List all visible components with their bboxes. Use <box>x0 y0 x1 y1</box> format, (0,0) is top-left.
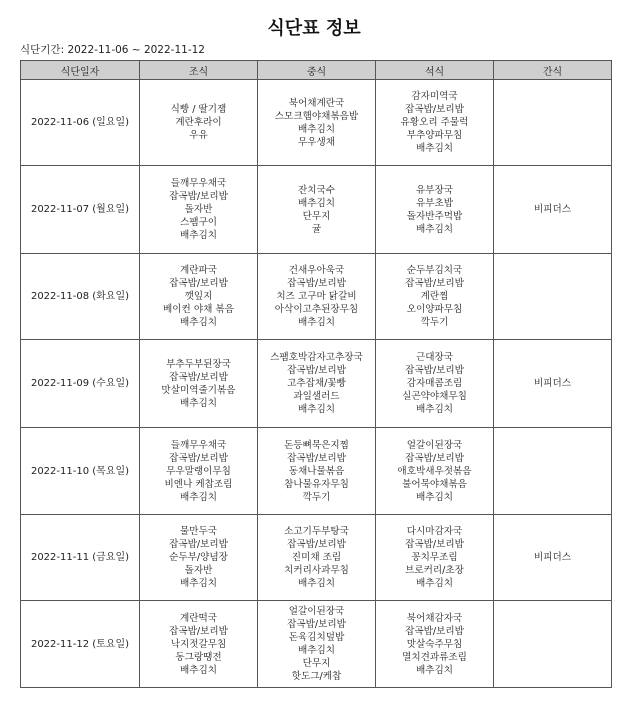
menu-item: 배추김치 <box>297 317 336 328</box>
menu-cell-breakfast <box>140 601 258 688</box>
menu-item: 잡곡밥/보리밥 <box>169 371 228 383</box>
menu-cell-lunch <box>258 254 376 340</box>
menu-cell-snack <box>494 515 612 601</box>
table-row <box>21 428 612 515</box>
table-row <box>21 166 612 254</box>
menu-cell-breakfast <box>140 340 258 428</box>
menu-cell-snack <box>494 601 612 688</box>
menu-item: 배추김치 <box>415 404 454 415</box>
menu-item: 배추김치 <box>297 197 336 209</box>
menu-item: 애호박새우젓볶음 <box>397 465 472 477</box>
menu-item: 배추김치 <box>415 143 454 154</box>
menu-item: 실곤약야채무침 <box>402 391 467 402</box>
table-row <box>21 254 612 340</box>
menu-item: 잡곡밥/보리밥 <box>287 365 346 376</box>
menu-item: 잡곡밥/보리밥 <box>169 278 228 289</box>
menu-item: 근대장국 <box>415 352 454 363</box>
menu-date: 2022-11-12 (토요일) <box>21 601 140 688</box>
menu-item: 잡곡밥/보리밥 <box>405 104 464 115</box>
menu-item: 오이양파무침 <box>406 304 463 315</box>
menu-item: 돈육김치덮밥 <box>288 632 345 643</box>
menu-item: 북어채감자국 <box>406 612 463 624</box>
menu-date: 2022-11-10 (목요일) <box>21 428 140 515</box>
menu-item: 낙지젓갈무침 <box>170 638 227 650</box>
menu-item: 북어채계란국 <box>288 97 345 109</box>
menu-item: 배추김치 <box>415 491 454 503</box>
menu-item: 불어묵야채볶음 <box>402 478 467 490</box>
menu-table <box>20 60 612 688</box>
menu-cell-lunch <box>258 515 376 601</box>
menu-item: 비피더스 <box>533 204 572 215</box>
menu-item: 잡곡밥/보리밥 <box>405 452 464 464</box>
menu-item: 잡곡밥/보리밥 <box>169 452 228 464</box>
header-date: 식단일자 <box>21 61 140 80</box>
menu-item: 배추김치 <box>297 578 336 589</box>
menu-cell-lunch <box>258 166 376 254</box>
menu-item: 비피더스 <box>533 378 572 389</box>
menu-item: 진미채 조림 <box>291 552 342 563</box>
menu-item: 잡곡밥/보리밥 <box>287 619 346 630</box>
menu-date: 2022-11-06 (일요일) <box>21 80 140 166</box>
menu-item: 무우말랭이무침 <box>166 465 231 477</box>
menu-item: 잔치국수 <box>297 184 336 196</box>
menu-item: 배추김치 <box>297 404 336 415</box>
menu-item: 배추김치 <box>179 491 218 503</box>
menu-item: 배추김치 <box>415 223 454 235</box>
menu-item: 단무지 <box>302 658 331 669</box>
menu-item: 참나물유자무침 <box>284 478 349 490</box>
menu-item: 치커리사과무침 <box>284 565 349 576</box>
header-breakfast: 조식 <box>140 61 258 80</box>
menu-item: 배추김치 <box>179 397 218 409</box>
table-body <box>21 80 612 688</box>
menu-item: 동그랑땡전 <box>175 651 222 663</box>
menu-item: 돌자반 <box>184 565 213 576</box>
menu-item: 배추김치 <box>297 645 336 656</box>
menu-period: 식단기간: 2022-11-06 ~ 2022-11-12 <box>20 44 205 56</box>
menu-item: 비엔나 케찹조림 <box>164 478 233 490</box>
menu-item: 배추김치 <box>179 230 218 241</box>
menu-cell-snack <box>494 166 612 254</box>
menu-item: 돈등뼈묵은지찜 <box>284 439 349 451</box>
menu-item: 배추김치 <box>179 317 218 328</box>
menu-item: 순두부김치국 <box>406 265 463 276</box>
menu-item: 유부초밥 <box>415 197 454 209</box>
menu-cell-lunch <box>258 601 376 688</box>
menu-cell-dinner <box>376 601 494 688</box>
menu-item: 꽁치무조림 <box>411 552 458 563</box>
menu-item: 물만두국 <box>179 526 218 537</box>
header-dinner: 석식 <box>376 61 494 80</box>
menu-item: 브로커리/초장 <box>405 565 464 576</box>
menu-item: 건새우아욱국 <box>288 265 345 276</box>
menu-date: 2022-11-07 (월요일) <box>21 166 140 254</box>
menu-item: 스모크햄야채볶음밥 <box>274 110 359 122</box>
menu-item: 핫도그/케찹 <box>291 671 342 682</box>
menu-item: 들깨무우채국 <box>170 439 227 451</box>
menu-cell-lunch <box>258 340 376 428</box>
menu-item: 소고기두부탕국 <box>284 526 349 537</box>
menu-item: 과일샐러드 <box>293 391 340 402</box>
menu-cell-dinner <box>376 515 494 601</box>
table-header-row <box>21 61 612 80</box>
menu-item: 얼갈이된장국 <box>406 439 463 451</box>
menu-cell-snack <box>494 254 612 340</box>
menu-item: 부추두부된장국 <box>166 358 231 370</box>
menu-cell-snack <box>494 428 612 515</box>
page-title: 식단표 정보 <box>267 18 361 39</box>
menu-cell-dinner <box>376 80 494 166</box>
menu-item: 잡곡밥/보리밥 <box>169 191 228 202</box>
menu-item: 스팸호박감자고추장국 <box>270 352 363 363</box>
menu-item: 귤 <box>311 223 322 235</box>
menu-item: 깍두기 <box>302 491 331 503</box>
menu-item: 감자미역국 <box>411 91 458 102</box>
menu-item: 잡곡밥/보리밥 <box>169 625 228 637</box>
menu-item: 감자매콤조림 <box>406 378 463 389</box>
menu-item: 치즈 고구마 닭갈비 <box>276 291 357 302</box>
menu-cell-lunch <box>258 428 376 515</box>
menu-item: 잡곡밥/보리밥 <box>287 539 346 550</box>
menu-item: 계란파국 <box>179 265 218 276</box>
menu-item: 유부장국 <box>415 184 454 196</box>
menu-item: 얼갈이된장국 <box>288 606 345 617</box>
menu-item: 부추양파무침 <box>406 130 463 141</box>
menu-item: 배추김치 <box>179 578 218 589</box>
menu-cell-dinner <box>376 340 494 428</box>
menu-item: 잡곡밥/보리밥 <box>405 625 464 637</box>
table-row <box>21 515 612 601</box>
menu-item: 계란떡국 <box>179 612 218 624</box>
menu-cell-dinner <box>376 166 494 254</box>
menu-item: 유황오리 주물럭 <box>400 117 469 128</box>
menu-date: 2022-11-11 (금요일) <box>21 515 140 601</box>
menu-cell-snack <box>494 340 612 428</box>
menu-item: 고추잡채/꽃빵 <box>287 378 346 389</box>
menu-item: 깻잎지 <box>184 291 213 302</box>
menu-cell-breakfast <box>140 166 258 254</box>
menu-item: 깍두기 <box>420 317 449 328</box>
menu-item: 비피더스 <box>533 552 572 563</box>
menu-cell-snack <box>494 80 612 166</box>
menu-item: 맛살숙주무침 <box>406 638 463 650</box>
menu-date: 2022-11-09 (수요일) <box>21 340 140 428</box>
header-lunch: 중식 <box>258 61 376 80</box>
menu-item: 잡곡밥/보리밥 <box>405 278 464 289</box>
menu-item: 식빵 / 딸기잼 <box>170 104 227 115</box>
menu-item: 들깨무우채국 <box>170 178 227 189</box>
menu-item: 배추김치 <box>415 664 454 676</box>
menu-item: 돌자반 <box>184 204 213 215</box>
menu-item: 배추김치 <box>297 123 336 135</box>
menu-cell-breakfast <box>140 515 258 601</box>
menu-item: 멸치견과류조림 <box>402 651 467 663</box>
menu-item: 단무지 <box>302 210 331 222</box>
menu-item: 계란후라이 <box>175 117 222 128</box>
menu-item: 맛살미역줄기볶음 <box>161 384 236 396</box>
menu-item: 배추김치 <box>415 578 454 589</box>
menu-cell-breakfast <box>140 428 258 515</box>
menu-item: 잡곡밥/보리밥 <box>287 278 346 289</box>
menu-item: 다시마감자국 <box>406 526 463 537</box>
table-row <box>21 80 612 166</box>
menu-cell-breakfast <box>140 254 258 340</box>
header-snack: 간식 <box>494 61 612 80</box>
menu-item: 잡곡밥/보리밥 <box>405 539 464 550</box>
menu-item: 돌자반주먹밥 <box>406 210 463 222</box>
menu-item: 아삭이고추된장무침 <box>274 304 359 315</box>
menu-item: 무우생채 <box>297 136 336 148</box>
menu-item: 잡곡밥/보리밥 <box>287 452 346 464</box>
menu-item: 순두부/양념장 <box>169 552 228 563</box>
menu-cell-breakfast <box>140 80 258 166</box>
table-row <box>21 601 612 688</box>
menu-item: 계란찜 <box>420 291 449 302</box>
table-row <box>21 340 612 428</box>
menu-item: 스팸구이 <box>179 217 218 228</box>
menu-item: 잡곡밥/보리밥 <box>169 539 228 550</box>
menu-cell-dinner <box>376 428 494 515</box>
menu-cell-dinner <box>376 254 494 340</box>
menu-item: 배추김치 <box>179 664 218 676</box>
menu-date: 2022-11-08 (화요일) <box>21 254 140 340</box>
menu-item: 동채나물볶음 <box>288 465 345 477</box>
menu-item: 베이컨 야채 볶음 <box>163 304 234 315</box>
menu-item: 잡곡밥/보리밥 <box>405 365 464 376</box>
menu-item: 우유 <box>189 130 208 141</box>
menu-cell-lunch <box>258 80 376 166</box>
